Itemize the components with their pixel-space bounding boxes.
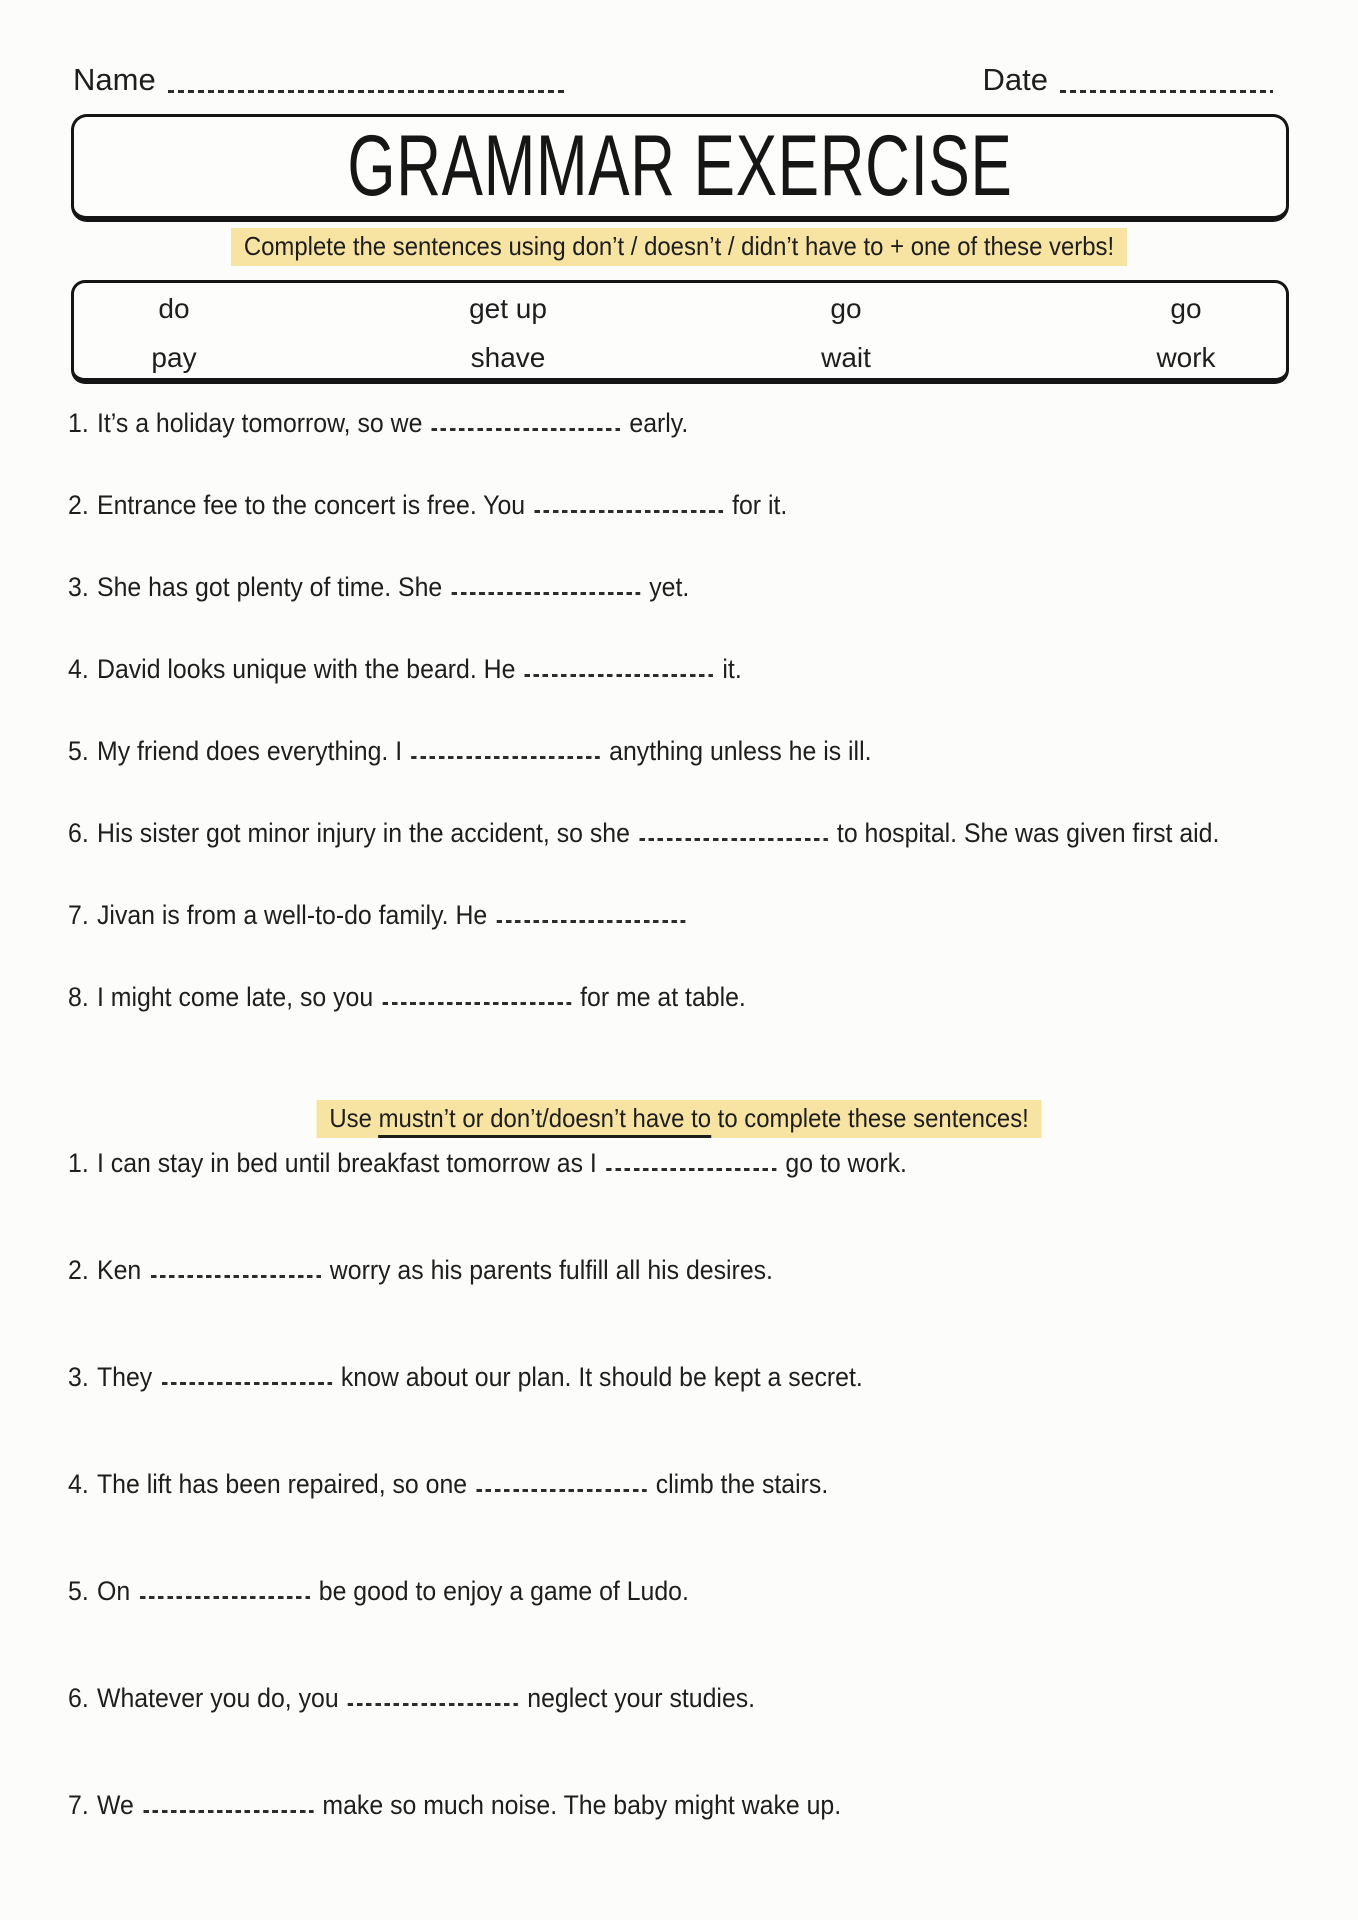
word-bank-word: get up: [469, 293, 547, 324]
section2-sentences: [68, 1146, 1358, 1895]
date-write-line: [1060, 90, 1273, 93]
sentence-row: [68, 1681, 1255, 1715]
date-field: [983, 62, 1273, 98]
word-bank-word: wait: [821, 342, 871, 373]
sentence-number: 2.: [68, 490, 89, 520]
sentence-text-before: The lift has been repaired, so one: [97, 1469, 468, 1499]
word-bank-word: do: [158, 293, 190, 324]
date-label: Date: [982, 62, 1048, 97]
sentence-number: 5.: [68, 1576, 89, 1606]
sentence-number: 8.: [68, 982, 89, 1012]
sentence-text-after: it.: [722, 654, 742, 684]
answer-blank: [525, 674, 714, 677]
sentence-text-after: to hospital. She was given first aid.: [836, 818, 1220, 848]
sentence-number: 6.: [68, 1683, 89, 1713]
answer-blank: [496, 920, 685, 923]
sentence-row: [68, 816, 1255, 850]
sentence-number: 1.: [68, 1148, 89, 1178]
section2-instruction-row: [0, 1100, 1358, 1138]
sentence-text-after: climb the stairs.: [655, 1469, 829, 1499]
sentence-row: [68, 1788, 1255, 1822]
sentence-text-before: Entrance fee to the concert is free. You: [97, 490, 526, 520]
sentence-number: 7.: [68, 1790, 89, 1820]
sentence-text-before: Jivan is from a well-to-do family. He: [97, 900, 488, 930]
section1-instruction-row: [0, 228, 1358, 266]
sentence-row: [68, 1253, 1255, 1287]
sentence-number: 4.: [68, 654, 89, 684]
answer-blank: [639, 838, 828, 841]
answer-blank: [534, 510, 723, 513]
name-write-line: [168, 90, 568, 93]
sentence-number: 3.: [68, 1362, 89, 1392]
sentence-text-before: Ken: [97, 1255, 142, 1285]
answer-blank: [143, 1810, 313, 1813]
sentence-text-after: early.: [629, 408, 689, 438]
sentence-row: [68, 406, 1255, 440]
answer-blank: [150, 1275, 320, 1278]
sentence-number: 1.: [68, 408, 89, 438]
sentence-text-after: make so much noise. The baby might wake up.: [322, 1790, 842, 1820]
sentence-row: [68, 570, 1255, 604]
sentence-text-after: yet.: [649, 572, 690, 602]
sentence-row: [68, 980, 1255, 1014]
word-bank-word: go: [1170, 293, 1202, 324]
instruction-prefix: Use: [329, 1103, 379, 1133]
answer-blank: [382, 1002, 571, 1005]
sentence-text-before: David looks unique with the beard. He: [97, 654, 516, 684]
sentence-number: 2.: [68, 1255, 89, 1285]
instruction-suffix: to complete these sentences!: [710, 1103, 1029, 1133]
section1-instruction: Complete the sentences using don’t / doesn’t / didn’t have to + one of these verbs!: [231, 228, 1127, 266]
sentence-row: [68, 652, 1255, 686]
answer-blank: [451, 592, 640, 595]
sentence-text-before: It’s a holiday tomorrow, so we: [97, 408, 423, 438]
sentence-text-after: go to work.: [785, 1148, 907, 1178]
name-date-row: [73, 62, 1273, 98]
sentence-row: [68, 1574, 1255, 1608]
sentence-text-before: His sister got minor injury in the accident, so she: [97, 818, 630, 848]
sentence-text-before: I might come late, so you: [97, 982, 374, 1012]
sentence-number: 4.: [68, 1469, 89, 1499]
sentence-number: 7.: [68, 900, 89, 930]
answer-blank: [476, 1489, 646, 1492]
sentence-text-before: On: [97, 1576, 131, 1606]
sentence-number: 5.: [68, 736, 89, 766]
word-bank-word: work: [1156, 342, 1216, 373]
sentence-text-after: neglect your studies.: [527, 1683, 756, 1713]
sentence-text-before: Whatever you do, you: [97, 1683, 339, 1713]
sentence-number: 6.: [68, 818, 89, 848]
sentence-text-before: My friend does everything. I: [97, 736, 403, 766]
sentence-row: [68, 734, 1255, 768]
title-box: [71, 114, 1289, 222]
sentence-row: [68, 1360, 1255, 1394]
underlined-phrase: mustn’t or don’t/doesn’t have to: [378, 1103, 710, 1138]
sentence-row: [68, 1146, 1255, 1180]
sentence-text-before: I can stay in bed until breakfast tomorrow as I: [97, 1148, 597, 1178]
sentence-text-before: We: [97, 1790, 134, 1820]
sentence-text-after: for me at table.: [580, 982, 746, 1012]
sentence-text-before: They: [97, 1362, 153, 1392]
sentence-text-after: know about our plan. It should be kept a secret.: [340, 1362, 863, 1392]
sentence-row: [68, 898, 1255, 932]
sentence-text-after: for it.: [732, 490, 788, 520]
section1-sentences: [68, 406, 1358, 1062]
answer-blank: [432, 428, 621, 431]
word-bank-box: [71, 280, 1289, 384]
name-label: Name: [73, 62, 156, 97]
word-bank-word: go: [830, 293, 862, 324]
answer-blank: [161, 1382, 331, 1385]
word-bank-word: pay: [151, 342, 197, 373]
sentence-text-after: be good to enjoy a game of Ludo.: [318, 1576, 689, 1606]
sentence-row: [68, 1467, 1255, 1501]
answer-blank: [139, 1596, 309, 1599]
answer-blank: [348, 1703, 518, 1706]
sentence-row: [68, 488, 1255, 522]
sentence-text-before: She has got plenty of time. She: [97, 572, 443, 602]
name-field: [73, 62, 568, 98]
page-title: GRAMMAR EXERCISE: [347, 118, 1013, 214]
answer-blank: [606, 1168, 776, 1171]
sentence-text-after: anything unless he is ill.: [609, 736, 872, 766]
word-bank-word: shave: [470, 342, 546, 373]
answer-blank: [411, 756, 600, 759]
section2-instruction: [316, 1100, 1041, 1138]
sentence-number: 3.: [68, 572, 89, 602]
sentence-text-after: worry as his parents fulfill all his desires.: [329, 1255, 773, 1285]
